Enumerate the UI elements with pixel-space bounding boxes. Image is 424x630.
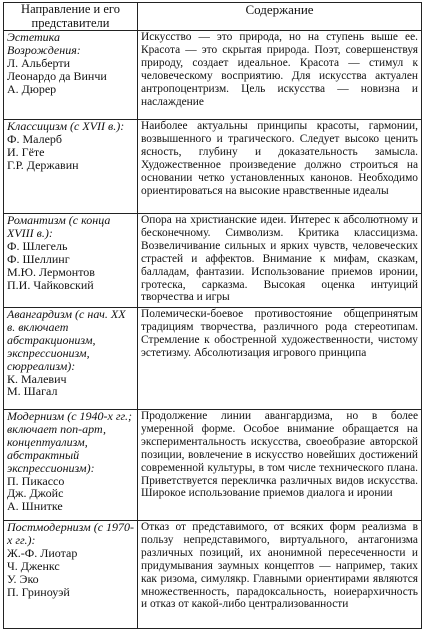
header-direction: Направление и его представители xyxy=(4,3,138,31)
representative: М. Шагал xyxy=(7,384,58,399)
representative: Ж.-Ф. Лиотар xyxy=(7,545,78,560)
representative: У. Эко xyxy=(7,571,39,586)
representative: Г.Р. Державин xyxy=(7,157,79,172)
header-content: Содержание xyxy=(138,3,422,31)
representative: Ч. Дженкс xyxy=(7,558,60,573)
direction-name: Модернизм (с 1940-х гг.; включает поп-арт, концептуализм, абстрактный экспрессионизм): xyxy=(7,409,133,475)
representative: Л. Альберти xyxy=(7,55,71,70)
table-header-row xyxy=(4,3,422,31)
art-directions-table xyxy=(3,2,422,629)
table-row xyxy=(4,308,422,410)
content-cell: Наиболее актуальны принципы красоты, гармонии, возвышенного и трагического. Следует высоко ценить ясность, глубину и доказательность замысла. Художественное произведение должно строиться на основании четко установленных канонов. Необходимо ориентироваться на высокие нравственные идеалы xyxy=(138,120,422,214)
direction-cell xyxy=(4,308,138,410)
representative: П. Пикассо xyxy=(7,473,65,488)
content-cell: Полемически-боевое противостояние общепринятым традициям творчества, различного рода стереотипам. Стремление к обостренной художественности, чистому эстетизму. Абсолютизация игрового принципа xyxy=(138,308,422,410)
direction-cell xyxy=(4,120,138,214)
content-cell: Искусство — это природа, но на ступень выше ее. Красота — это скрытая природа. Поэт, совершенствуя природу, создает идеальное. Красота — стимул к человеческому восприятию. Для искусства актуален антропоцентризм. Цель искусства — новизна и наслаждение xyxy=(138,31,422,120)
representative: И. Гёте xyxy=(7,144,45,159)
direction-cell xyxy=(4,521,138,629)
direction-cell xyxy=(4,214,138,308)
direction-name: Эстетика Возрождения: xyxy=(7,30,81,57)
content-cell: Продолжение линии авангардизма, но в более умеренной форме. Особое внимание обращается на экспериментальность искусства, своеобразие авторской позиции, вовлечение в искусство новейших достижений современной культуры, в том числе технического плана. Приветствуется перекличка различных видов искусства. Широкое использование приемов диалога и иронии xyxy=(138,410,422,521)
direction-cell xyxy=(4,410,138,521)
table-row xyxy=(4,31,422,120)
direction-cell xyxy=(4,31,138,120)
table-row xyxy=(4,120,422,214)
representative: П. Гриноуэй xyxy=(7,584,70,599)
direction-name: Авангардизм (с нач. XX в. включает абстракционизм, экспрессионизм, сюрреализм): xyxy=(7,307,126,373)
representative: А. Шнитке xyxy=(7,499,63,514)
representative: К. Малевич xyxy=(7,371,67,386)
representative: Ф. Шлегель xyxy=(7,238,68,253)
representative: М.Ю. Лермонтов xyxy=(7,264,95,279)
representative: П.И. Чайковский xyxy=(7,277,94,292)
direction-name: Классицизм (с XVII в.): xyxy=(7,119,125,133)
content-cell: Опора на христианские идеи. Интерес к абсолютному и бесконечному. Символизм. Критика классицизма. Возвеличивание сильных и ярких чувств, человеческих страстей и аффектов. Внимание к мифам, сказкам, балладам, фантазии. Использование приемов иронии, гротеска, сарказма. Высокая оценка интуиций творчества и игры xyxy=(138,214,422,308)
table-row xyxy=(4,214,422,308)
representative: А. Дюрер xyxy=(7,81,57,96)
representative: Ф. Шеллинг xyxy=(7,251,70,266)
table-row xyxy=(4,410,422,521)
direction-name: Постмодернизм (с 1970-х гг.): xyxy=(7,520,135,547)
table-row xyxy=(4,521,422,629)
representative: Леонардо да Винчи xyxy=(7,68,107,83)
representative: Ф. Малерб xyxy=(7,131,63,146)
direction-name: Романтизм (с конца XVIII в.): xyxy=(7,213,111,240)
content-cell: Отказ от представимого, от всяких форм реализма в пользу непредставимого, виртуального, антагонизма различных позиций, их анонимной пересеченности и придумывания заумных концептов — например, таких как ризома, симулякр. Главными ориентирами являются множественность, парадоксальность, ноиерархичность и отказ от какой-либо централизованности xyxy=(138,521,422,629)
representative: Дж. Джойс xyxy=(7,486,64,501)
